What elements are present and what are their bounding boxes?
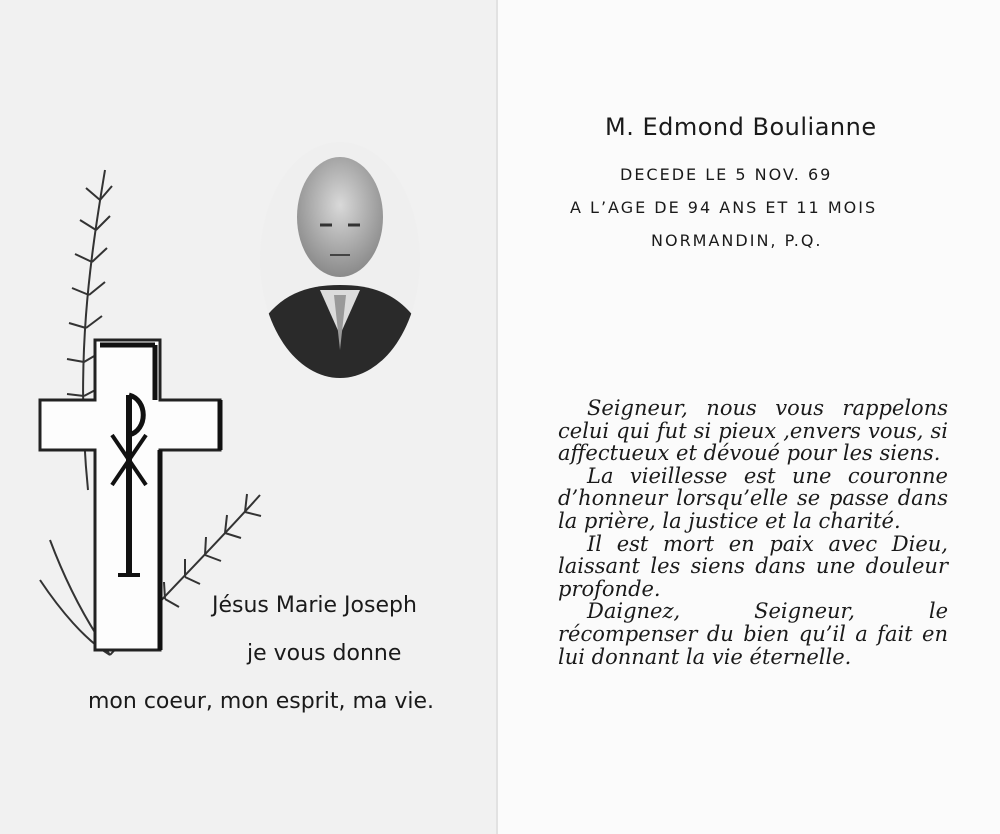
card-fold [496, 0, 498, 834]
verse-paragraph-2: La vieillesse est une couronne d’honneur lorsqu’elle se passe dans la prière, la justice et la charité. [558, 463, 948, 533]
age-at-death: A L’AGE DE 94 ANS ET 11 MOIS [570, 198, 878, 217]
cross-motif [30, 150, 280, 670]
place: NORMANDIN, P.Q. [651, 231, 823, 250]
verse-paragraph-1: Seigneur, nous vous rappelons celui qui fut si pieux ,envers vous, si affectueux et dévoué pour les siens. [558, 396, 948, 466]
verse-paragraph-4: Daignez, Seigneur, le récompenser du bien qu’il a fait en lui donnant la vie éternelle. [558, 599, 948, 669]
portrait-photo [260, 135, 420, 380]
deceased-name: M. Edmond Boulianne [605, 113, 877, 141]
prayer-line-3: mon coeur, mon esprit, ma vie. [88, 689, 435, 714]
prayer-line-2: je vous donne [247, 641, 402, 666]
death-date: DECEDE LE 5 NOV. 69 [620, 165, 833, 184]
verse-paragraph-3: Il est mort en paix avec Dieu, laissant les siens dans une douleur profonde. [558, 531, 948, 601]
memorial-verse [558, 397, 948, 668]
chi-rho-cross-icon [40, 340, 220, 650]
prayer-line-1: Jésus Marie Joseph [212, 593, 417, 618]
